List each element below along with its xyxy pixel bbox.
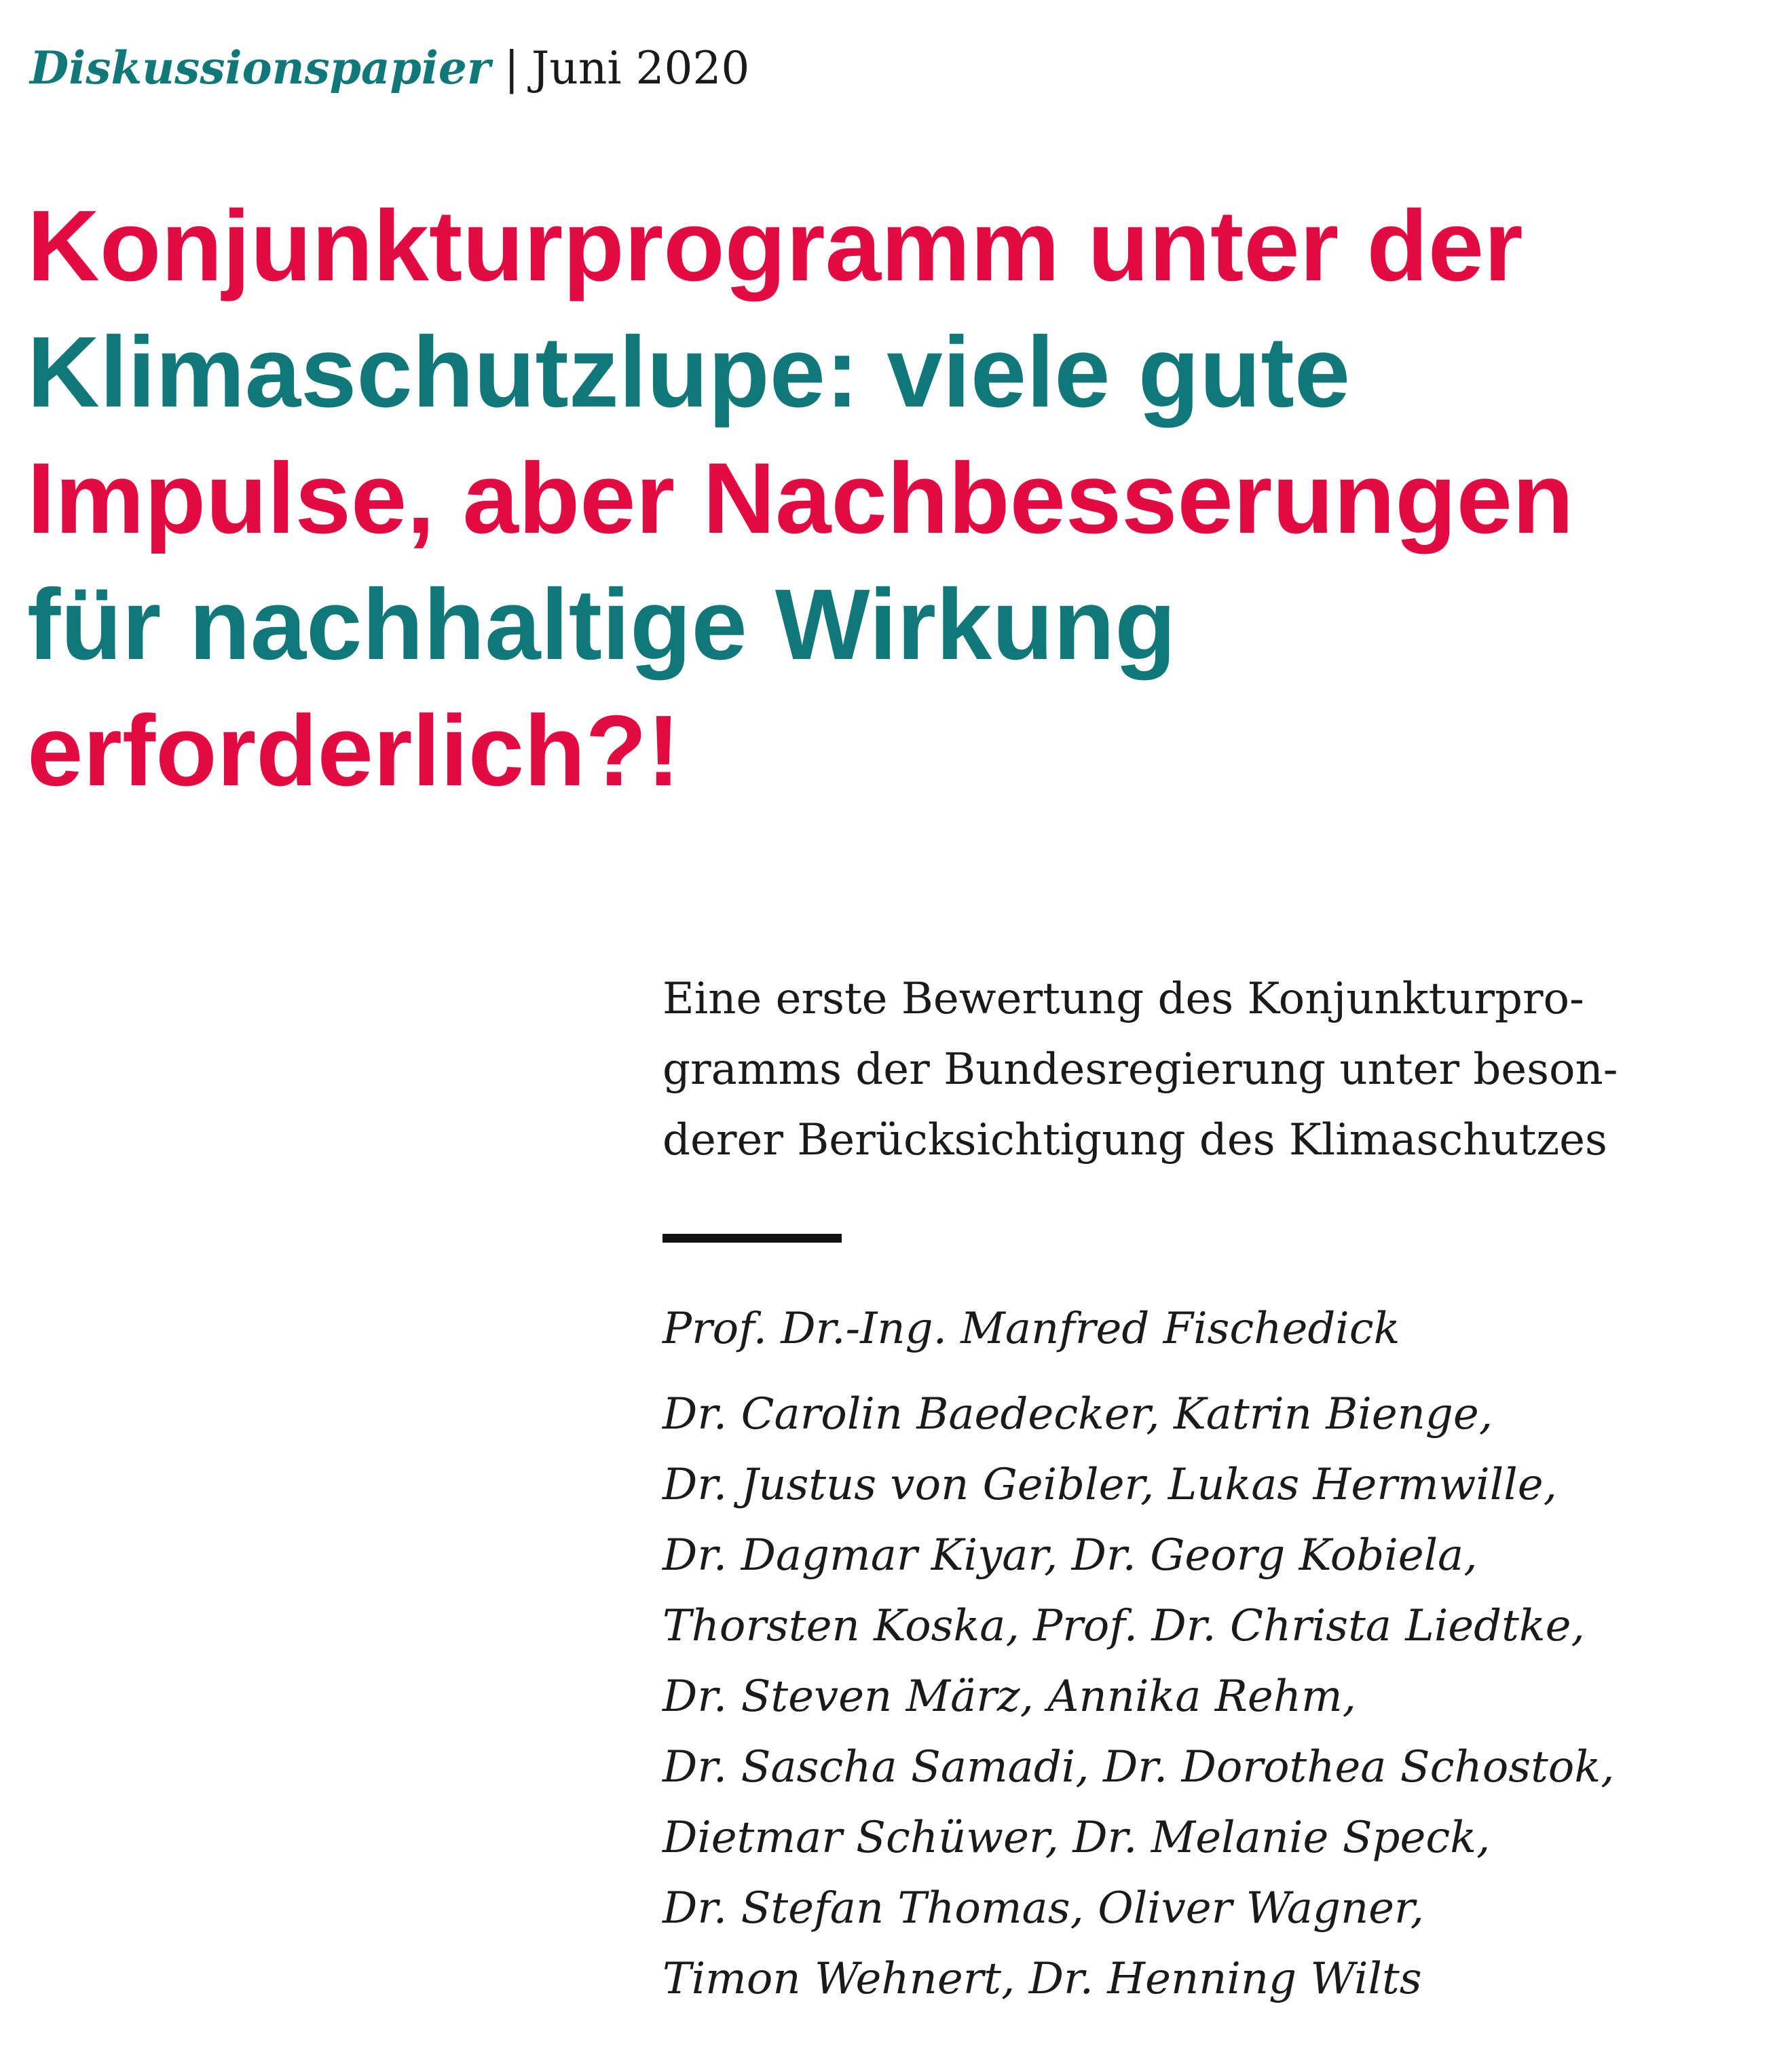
- header-separator: |: [504, 42, 519, 94]
- subtitle-line-3: derer Berücksichtigung des Klimaschutzes: [662, 1115, 1607, 1165]
- title-line-4: für nachhaltige Wirkung: [27, 569, 1176, 681]
- author-line-1: Dr. Carolin Baedecker, Katrin Bienge,: [662, 1389, 1493, 1439]
- title-line-5: erforderlich?!: [27, 695, 681, 807]
- document-header: [30, 35, 749, 101]
- lead-author: Prof. Dr.-Ing. Manfred Fischedick: [662, 1304, 1400, 1354]
- author-line-6: Dr. Sascha Samadi, Dr. Dorothea Schostok,: [662, 1742, 1615, 1792]
- author-line-2: Dr. Justus von Geibler, Lukas Hermwille,: [662, 1460, 1557, 1510]
- subtitle-line-2: gramms der Bundesregierung unter beson-: [662, 1044, 1618, 1095]
- author-line-5: Dr. Steven März, Annika Rehm,: [662, 1672, 1356, 1722]
- title-line-2: Klimaschutzlupe: viele gute: [27, 316, 1351, 428]
- author-line-3: Dr. Dagmar Kiyar, Dr. Georg Kobiela,: [662, 1530, 1478, 1581]
- document-title: [27, 183, 1765, 814]
- author-line-8: Dr. Stefan Thomas, Oliver Wagner,: [662, 1883, 1424, 1934]
- author-line-4: Thorsten Koska, Prof. Dr. Christa Liedtke,: [662, 1601, 1585, 1651]
- publication-date: Juni 2020: [531, 42, 750, 94]
- title-line-1: Konjunkturprogramm unter der: [27, 190, 1523, 302]
- series-label: Diskussionspapier: [30, 41, 491, 94]
- document-subtitle: [662, 964, 1721, 1175]
- author-list: [662, 1379, 1614, 2014]
- author-line-9: Timon Wehnert, Dr. Henning Wilts: [662, 1954, 1422, 2004]
- author-line-7: Dietmar Schüwer, Dr. Melanie Speck,: [662, 1813, 1491, 1863]
- divider-rule: [662, 1234, 842, 1243]
- title-line-3: Impulse, aber Nachbesserungen: [27, 442, 1574, 554]
- subtitle-line-1: Eine erste Bewertung des Konjunkturpro-: [662, 974, 1584, 1024]
